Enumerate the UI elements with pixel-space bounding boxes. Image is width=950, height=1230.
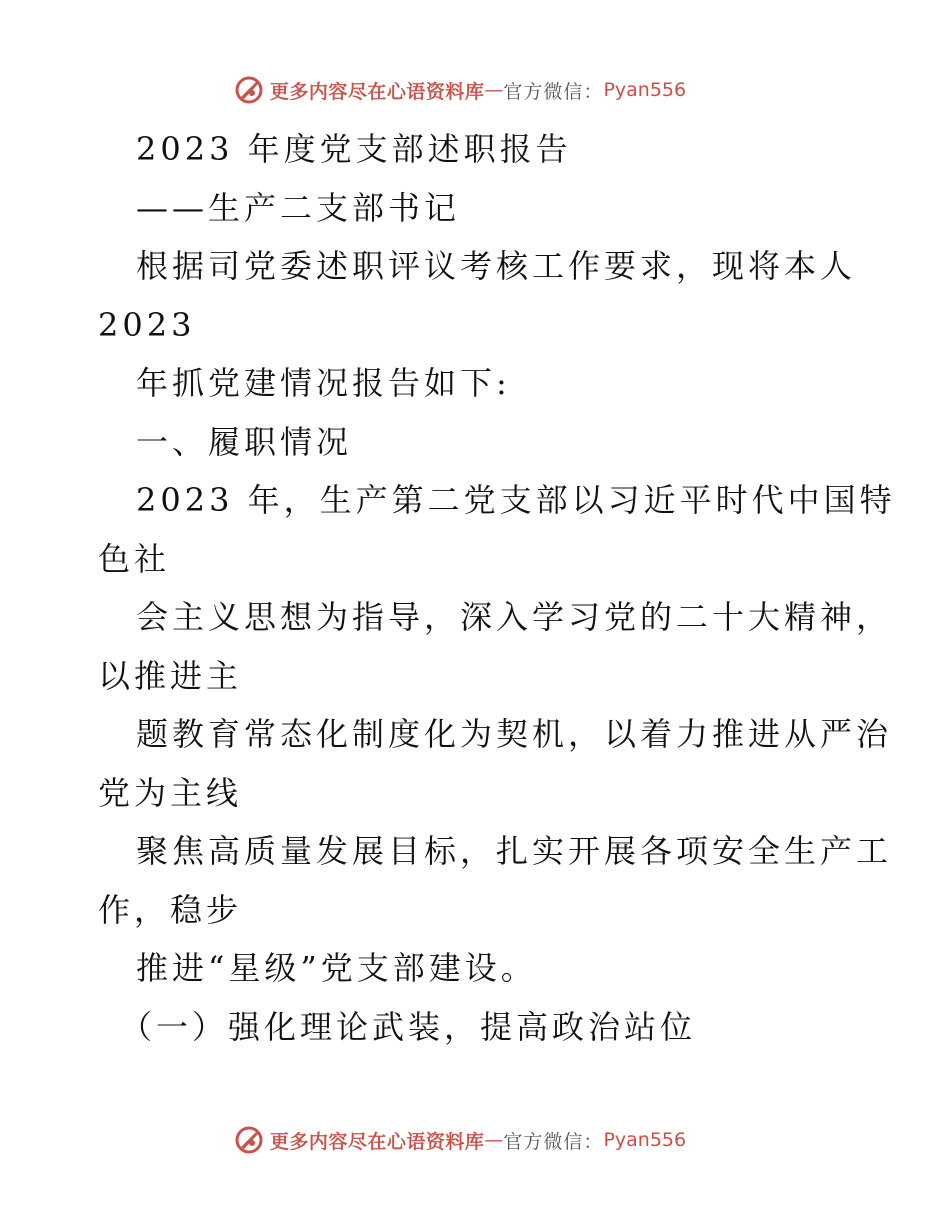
paragraph-line: 会主义思想为指导，深入学习党的二十大精神， bbox=[136, 598, 893, 636]
document-body bbox=[0, 120, 950, 1056]
paragraph-line: 题教育常态化制度化为契机，以着力推进从严治 bbox=[136, 715, 893, 753]
watermark-id: Pyan556 bbox=[603, 1129, 687, 1151]
paragraph-line: 色社 bbox=[98, 539, 171, 578]
quill-logo-icon bbox=[234, 75, 264, 105]
watermark-text: 更多内容尽在心语资料库 bbox=[269, 80, 485, 103]
paragraph-line: 推进“星级”党支部建设。 bbox=[136, 949, 537, 987]
watermark-header bbox=[0, 70, 950, 110]
paragraph-line: 作，稳步 bbox=[98, 890, 243, 929]
paragraph-line: 年抓党建情况报告如下: bbox=[136, 364, 511, 402]
paragraph-line: 2023 bbox=[98, 305, 196, 344]
watermark-dash: — bbox=[484, 79, 504, 101]
paragraph-line: 根据司党委述职评议考核工作要求，现将本人 bbox=[136, 247, 857, 285]
watermark-label: 官方微信： bbox=[503, 1130, 604, 1153]
paragraph-line: 聚焦高质量发展目标，扎实开展各项安全生产工 bbox=[136, 832, 893, 870]
document-title: 2023 年度党支部述职报告 bbox=[136, 130, 572, 168]
watermark-dash: — bbox=[484, 1129, 504, 1151]
watermark-id: Pyan556 bbox=[603, 79, 687, 101]
paragraph-line: 以推进主 bbox=[98, 656, 243, 695]
subsection-heading: （一）强化理论武装，提高政治站位 bbox=[120, 1007, 697, 1046]
quill-logo-icon bbox=[234, 1125, 264, 1155]
document-subtitle: ——生产二支部书记 bbox=[136, 188, 461, 227]
watermark-label: 官方微信： bbox=[503, 80, 604, 103]
watermark-text: 更多内容尽在心语资料库 bbox=[269, 1130, 485, 1153]
paragraph-line: 党为主线 bbox=[98, 773, 243, 812]
paragraph-line: 2023 年，生产第二党支部以习近平时代中国特 bbox=[136, 481, 896, 519]
watermark-footer bbox=[0, 1120, 950, 1160]
section-heading: 一、履职情况 bbox=[136, 422, 353, 461]
